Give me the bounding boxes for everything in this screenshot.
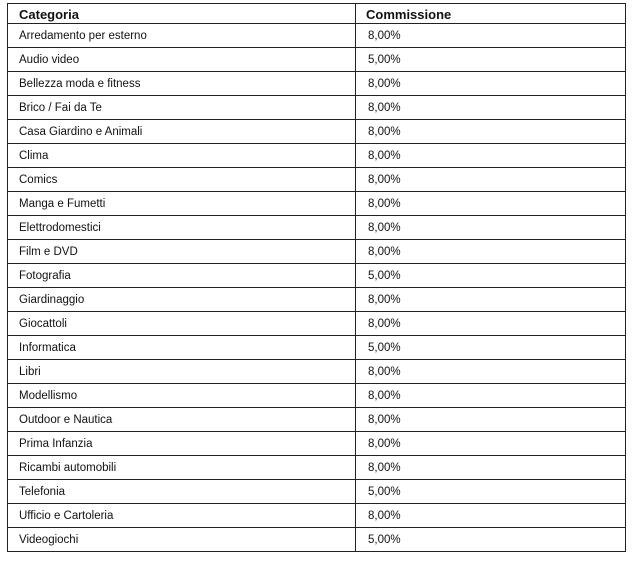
commission-cell: 8,00% [356,408,626,432]
table-row [8,408,626,432]
table-row [8,336,626,360]
column-header-commission: Commissione [356,4,626,24]
commission-cell: 8,00% [356,216,626,240]
table-row [8,504,626,528]
table-header [8,4,626,24]
category-cell: Telefonia [8,480,356,504]
category-cell: Giardinaggio [8,288,356,312]
category-cell: Arredamento per esterno [8,24,356,48]
category-cell: Libri [8,360,356,384]
commission-cell: 8,00% [356,168,626,192]
commission-cell: 8,00% [356,504,626,528]
table-row [8,144,626,168]
table-row [8,48,626,72]
table-row [8,360,626,384]
commission-cell: 5,00% [356,336,626,360]
table-row [8,528,626,552]
commission-cell: 8,00% [356,456,626,480]
table-row [8,96,626,120]
commission-cell: 8,00% [356,120,626,144]
commission-cell: 8,00% [356,240,626,264]
header-row [8,4,626,24]
commission-cell: 5,00% [356,48,626,72]
commission-cell: 8,00% [356,432,626,456]
commission-cell: 8,00% [356,144,626,168]
table-row [8,24,626,48]
table-row [8,168,626,192]
category-cell: Fotografia [8,264,356,288]
commission-cell: 8,00% [356,96,626,120]
category-cell: Ufficio e Cartoleria [8,504,356,528]
commission-cell: 8,00% [356,384,626,408]
category-cell: Casa Giardino e Animali [8,120,356,144]
category-cell: Outdoor e Nautica [8,408,356,432]
table-row [8,192,626,216]
table-row [8,264,626,288]
category-cell: Clima [8,144,356,168]
table-row [8,456,626,480]
commission-cell: 8,00% [356,24,626,48]
commission-table [7,3,626,552]
category-cell: Brico / Fai da Te [8,96,356,120]
commission-cell: 8,00% [356,192,626,216]
category-cell: Manga e Fumetti [8,192,356,216]
commission-cell: 5,00% [356,480,626,504]
category-cell: Elettrodomestici [8,216,356,240]
category-cell: Film e DVD [8,240,356,264]
table-row [8,216,626,240]
table-row [8,384,626,408]
table-row [8,312,626,336]
category-cell: Giocattoli [8,312,356,336]
table-row [8,240,626,264]
table-row [8,432,626,456]
commission-cell: 8,00% [356,72,626,96]
category-cell: Bellezza moda e fitness [8,72,356,96]
category-cell: Videogiochi [8,528,356,552]
category-cell: Audio video [8,48,356,72]
column-header-category: Categoria [8,4,356,24]
commission-cell: 5,00% [356,528,626,552]
category-cell: Comics [8,168,356,192]
table-row [8,288,626,312]
table-row [8,120,626,144]
category-cell: Ricambi automobili [8,456,356,480]
category-cell: Modellismo [8,384,356,408]
commission-cell: 8,00% [356,288,626,312]
commission-cell: 8,00% [356,360,626,384]
commission-cell: 8,00% [356,312,626,336]
category-cell: Prima Infanzia [8,432,356,456]
commission-cell: 5,00% [356,264,626,288]
table-body [8,24,626,552]
category-cell: Informatica [8,336,356,360]
table-row [8,480,626,504]
table-row [8,72,626,96]
